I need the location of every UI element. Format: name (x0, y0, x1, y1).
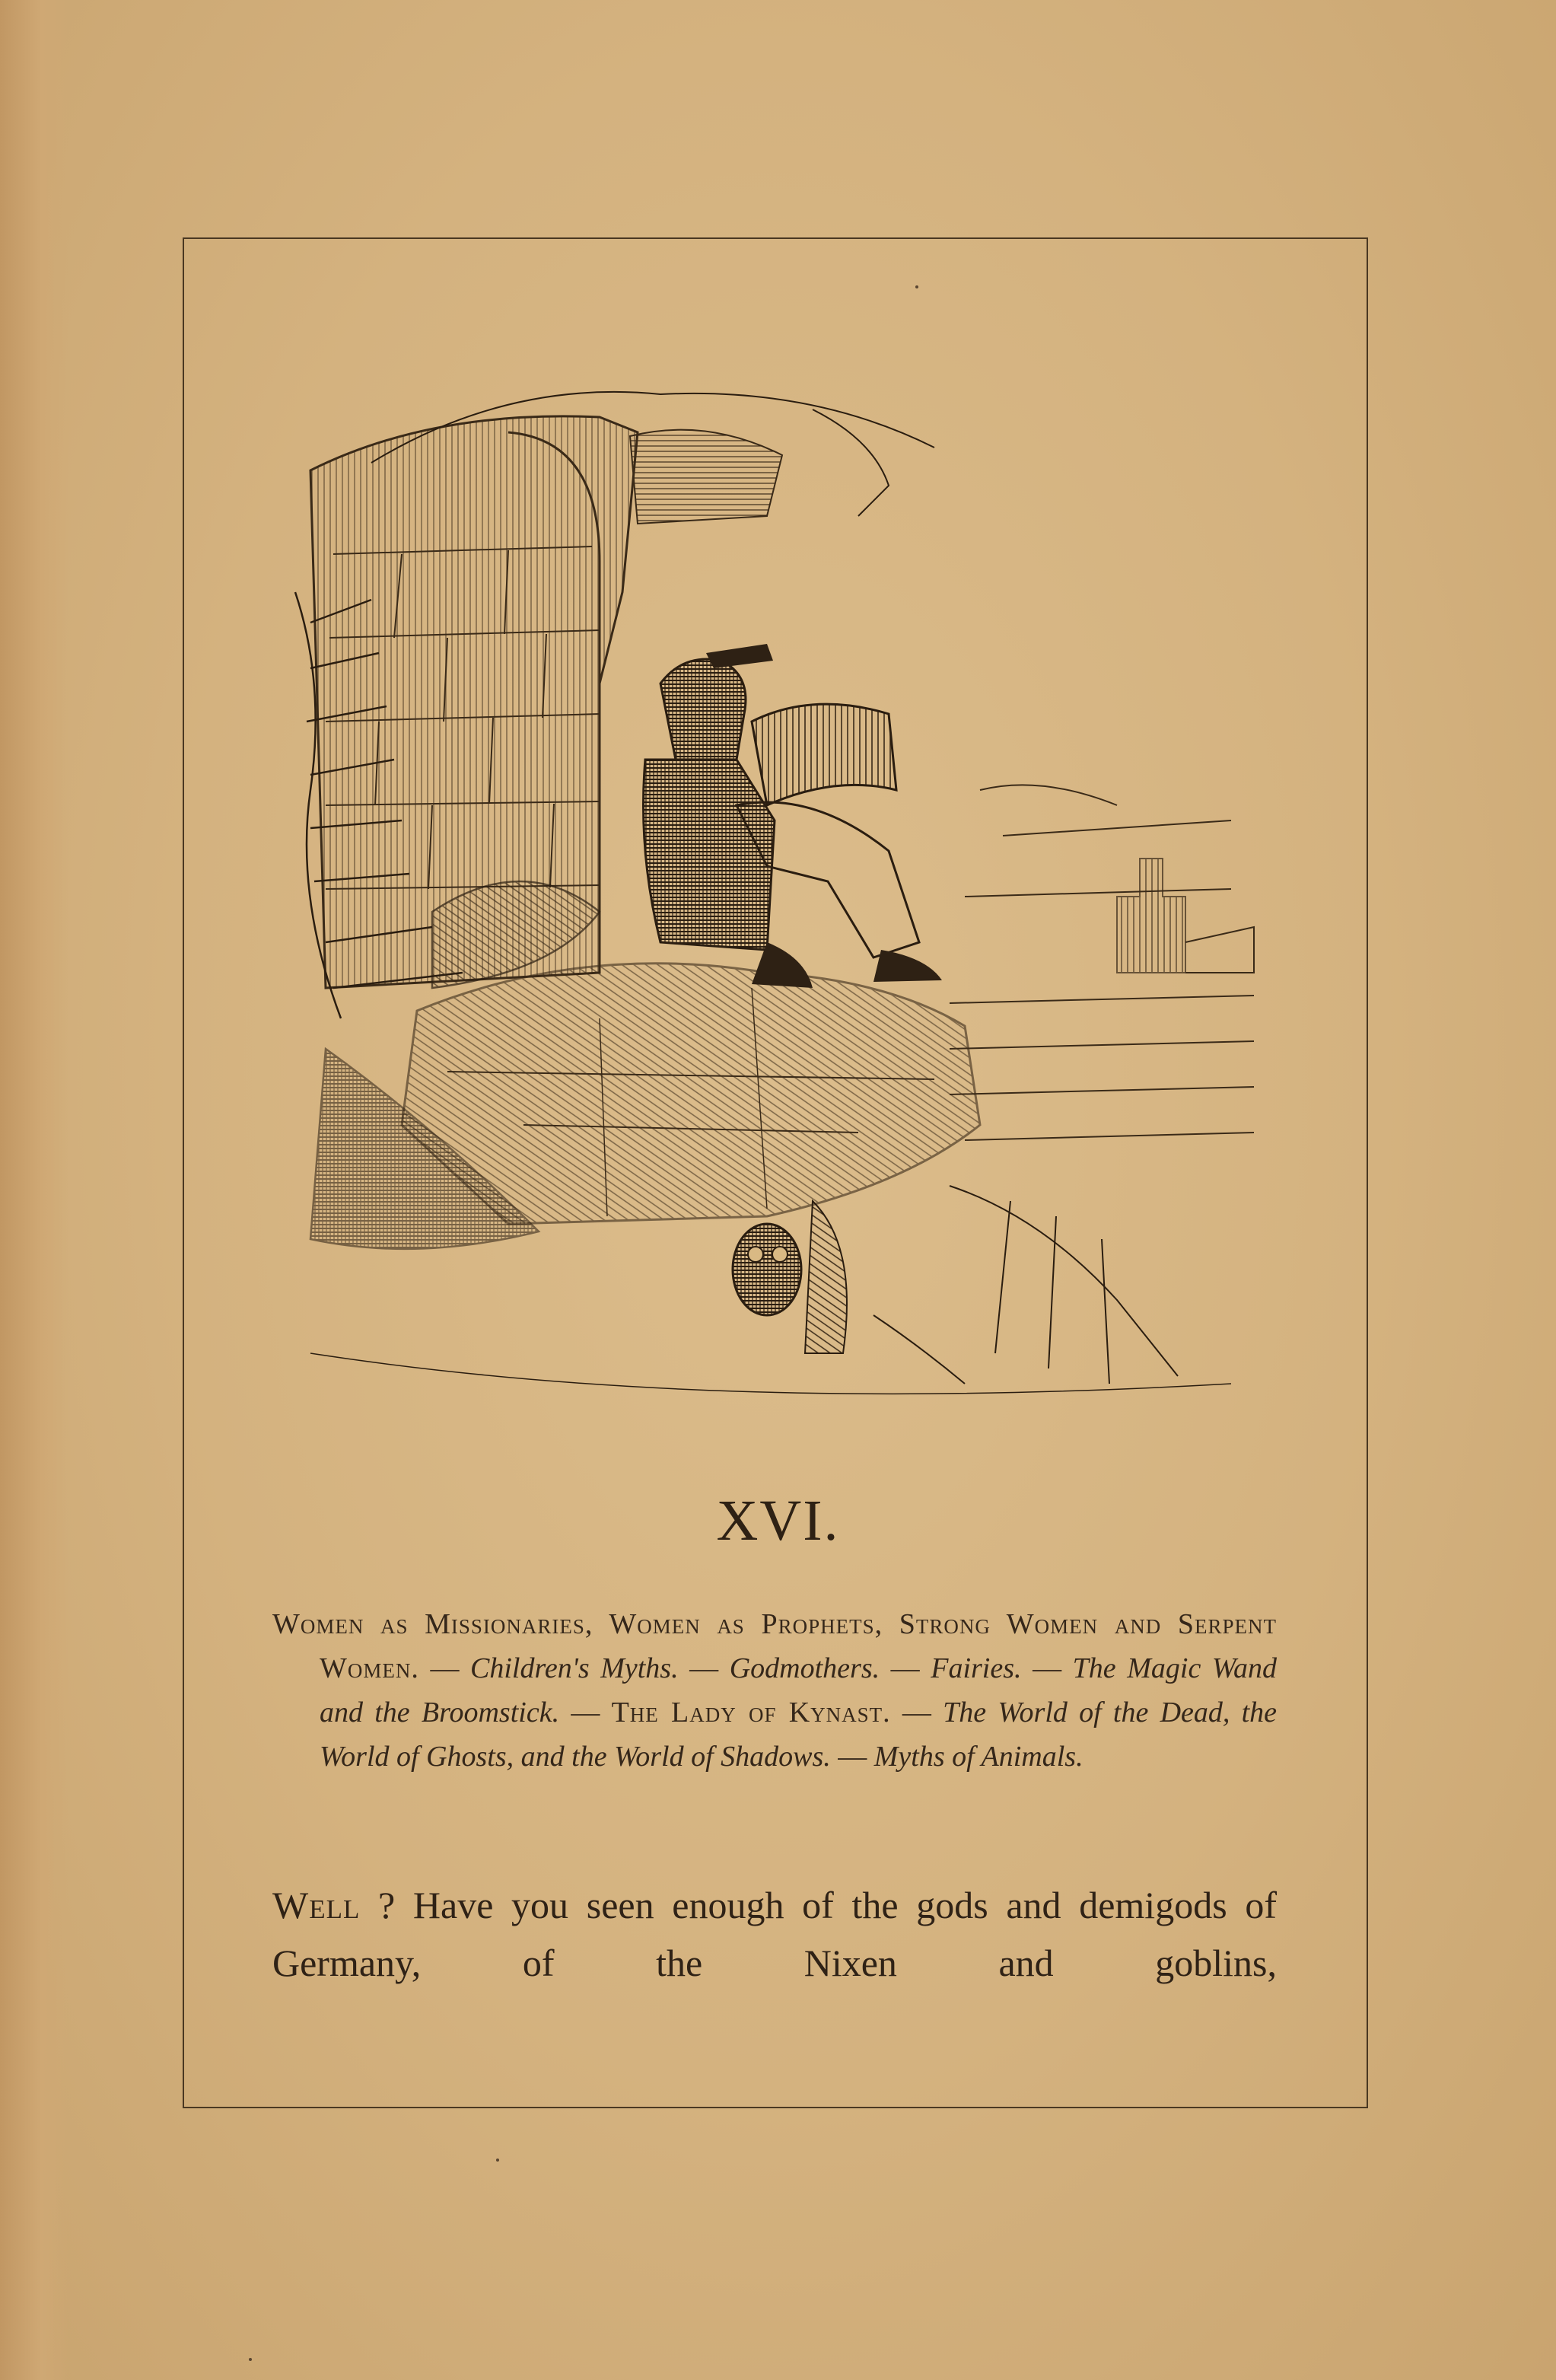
body-paragraph (272, 1876, 1277, 1992)
seated-reader (644, 644, 943, 988)
chapter-number: XVI. (716, 1489, 840, 1553)
summary-separator: — (559, 1697, 612, 1728)
summary-segment: Women as Missionaries, Women as Prophets, Strong Women and Serpent Women. (272, 1608, 1277, 1684)
summary-separator: — (418, 1652, 471, 1684)
summary-separator: — (890, 1697, 943, 1728)
paper-speck (915, 285, 918, 288)
summary-segment: Children's Myths. (470, 1652, 679, 1684)
page-left-edge (0, 0, 68, 2380)
summary-segment: Fairies. (931, 1652, 1022, 1684)
paper-speck (249, 2358, 252, 2361)
engraving-illustration (280, 364, 1277, 1407)
summary-segment: The Lady of Kynast. (611, 1697, 891, 1728)
summary-segment: The Magic Wand and the Broomstick. (320, 1652, 1278, 1728)
summary-separator: — (678, 1652, 730, 1684)
summary-separator: — (880, 1652, 931, 1684)
summary-separator: — (1021, 1652, 1073, 1684)
paragraph-text: ? Have you seen enough of the gods and demigods of Germany, of the Nixen and goblins, (272, 1884, 1277, 1984)
summary-segment: Godmothers. (729, 1652, 880, 1684)
opening-word: Well (272, 1884, 361, 1926)
distant-castle (950, 785, 1254, 1140)
chapter-summary (272, 1602, 1277, 1779)
owl (733, 1201, 847, 1353)
summary-separator: — (830, 1741, 874, 1773)
summary-segment: The World of the Dead, the World of Ghosts, and the World of Shadows. (320, 1697, 1278, 1773)
summary-segment: Myths of Animals. (873, 1741, 1083, 1773)
paper-speck (496, 2159, 499, 2162)
